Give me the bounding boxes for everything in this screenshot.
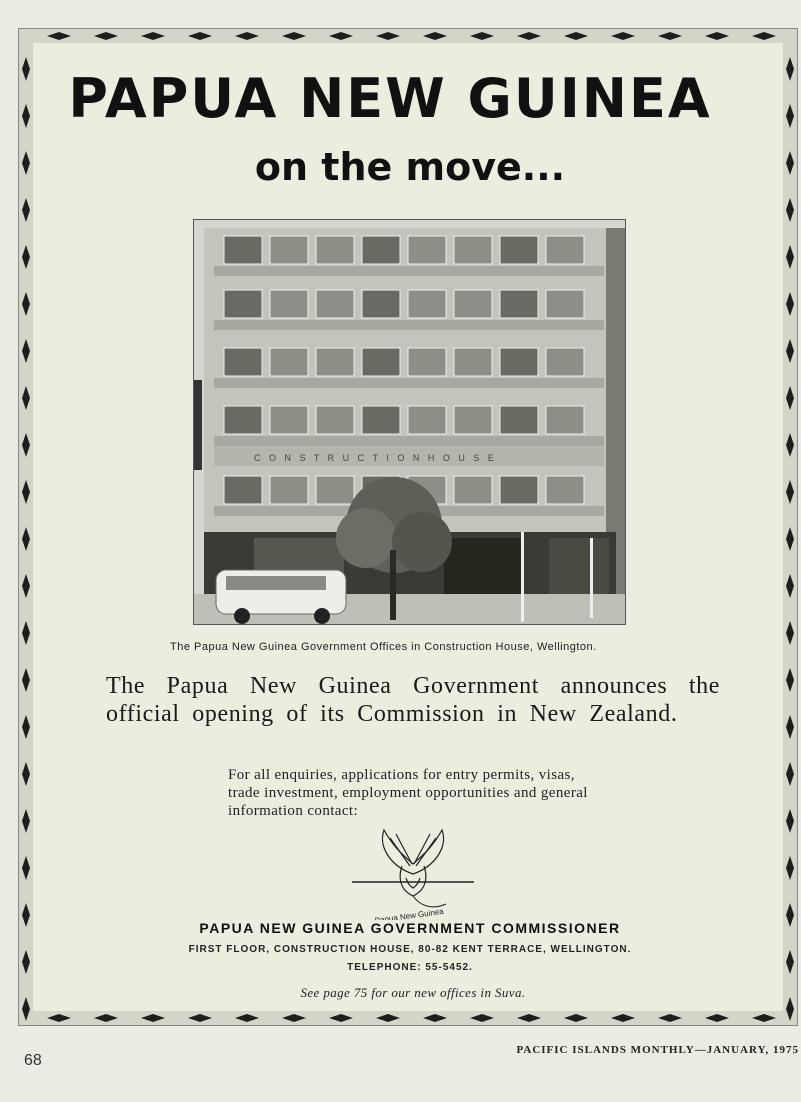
building-window: [408, 290, 446, 318]
building-window: [454, 236, 492, 264]
building-window: [270, 348, 308, 376]
building-window: [500, 236, 538, 264]
border-bottom: [19, 1011, 797, 1025]
building-window: [316, 236, 354, 264]
building-window: [546, 406, 584, 434]
building-window: [316, 476, 354, 504]
enquiry-text: For all enquiries, applications for entry permits, visas, trade investment, employment opportunities and general information contact:: [228, 767, 588, 819]
building-window: [500, 406, 538, 434]
page-number: 68: [24, 1052, 42, 1069]
building-window: [546, 348, 584, 376]
building-window: [362, 236, 400, 264]
building-window: [408, 406, 446, 434]
address-line: FIRST FLOOR, CONSTRUCTION HOUSE, 80-82 KENT TERRACE, WELLINGTON.: [188, 944, 632, 955]
building-window: [500, 348, 538, 376]
headline: PAPUA NEW GUINEA: [68, 67, 712, 130]
building-window: [362, 290, 400, 318]
telephone-line: TELEPHONE: 55-5452.: [347, 962, 473, 973]
building-window: [362, 348, 400, 376]
building-window: [270, 290, 308, 318]
building-window: [316, 290, 354, 318]
building-window: [546, 476, 584, 504]
photo-caption: The Papua New Guinea Government Offices in Construction House, Wellington.: [170, 641, 597, 653]
building-window: [408, 348, 446, 376]
building-window: [224, 290, 262, 318]
border-top: [19, 29, 797, 43]
building-window: [224, 236, 262, 264]
building-window: [224, 406, 262, 434]
building-sign: C O N S T R U C T I O N H O U S E: [254, 453, 497, 463]
building-window: [270, 406, 308, 434]
building-window: [546, 290, 584, 318]
building-window: [316, 406, 354, 434]
building-window: [362, 406, 400, 434]
building-window: [500, 476, 538, 504]
building-window: [224, 476, 262, 504]
building-window: [270, 236, 308, 264]
building-window: [316, 348, 354, 376]
building-window: [546, 236, 584, 264]
building-window: [454, 290, 492, 318]
bird-of-paradise-crest-icon: [350, 826, 476, 920]
commissioner-title: PAPUA NEW GUINEA GOVERNMENT COMMISSIONER: [199, 920, 621, 936]
construction-house-photo: [193, 219, 626, 625]
building-window: [224, 348, 262, 376]
building-window: [270, 476, 308, 504]
building-window: [454, 348, 492, 376]
announcement-text: The Papua New Guinea Government announces the official opening of its Commission in New Zealand.: [106, 673, 720, 727]
publication-footer: PACIFIC ISLANDS MONTHLY—JANUARY, 1975: [516, 1044, 799, 1056]
building-window: [408, 236, 446, 264]
subhead: on the move...: [254, 145, 566, 189]
emblem-text: Papua New Guinea: [374, 906, 445, 920]
building-window: [500, 290, 538, 318]
suva-note: See page 75 for our new offices in Suva.: [300, 985, 526, 1000]
building-window: [454, 476, 492, 504]
building-window: [454, 406, 492, 434]
